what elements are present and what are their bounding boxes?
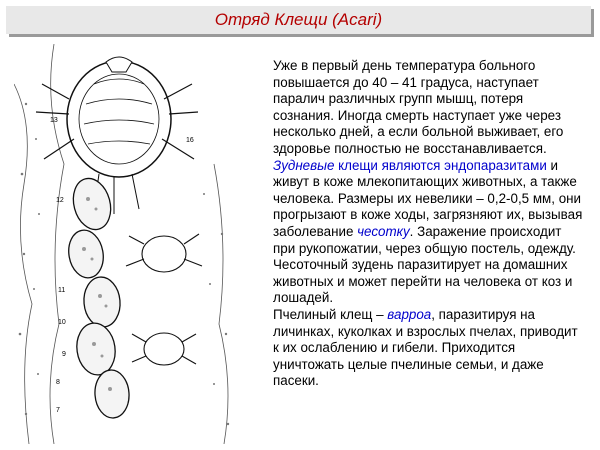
figure-label: 9 — [62, 351, 66, 358]
body-text — [251, 58, 586, 390]
bee-mite-text-b: , паразитируя на личинках, куколках и взрослых пчелах, приводит к их ослаблению и гибели. Приходится уничтожать целые пчелиные семьи, и даже пасеки. — [273, 306, 578, 389]
figure-label: 11 — [58, 287, 66, 294]
scabies-text-b: . Заражение происходит при рукопожатии, через общую постель, одежду. Чесоточный зудень паразитирует на домашних животных и может перейти на человека от коз и лошадей. — [273, 223, 576, 306]
paragraph-bee-mite — [251, 307, 586, 390]
endoparasite-phrase: клещи являются эндопаразитами — [334, 157, 547, 173]
scabies-text-a: и живут в коже млекопитающих животных, а также человека. Размеры их невелики – 0,2-0,5 мм, они прогрызают в коже ходы, загрязняют их, вызывая заболевание — [273, 157, 583, 239]
term-scabies: чесотку — [357, 223, 410, 239]
mite-body — [36, 57, 198, 214]
figure-label: 16 — [186, 137, 194, 144]
figure-label: 8 — [56, 379, 60, 386]
bee-mite-text-a: Пчелиный клещ – — [273, 306, 388, 322]
term-varroa: варроа — [387, 306, 432, 322]
mite-larva — [126, 234, 202, 365]
paragraph-scabies-mite — [251, 158, 586, 307]
figure-label: 12 — [56, 197, 64, 204]
mite-burrow-illustration — [14, 44, 240, 444]
mite-eggs — [65, 174, 131, 419]
figure-label: 7 — [56, 407, 60, 414]
paragraph-symptoms: Уже в первый день температура больного повышается до 40 – 41 градуса, наступает паралич различных групп мышц, потеря сознания. Иногда смерть наступает уже через несколько дней, а если больной выживает, его здоровье полностью не восстанавливается. — [273, 58, 564, 156]
figure-label: 10 — [58, 319, 66, 326]
slide-title: Отряд Клещи (Acari) — [214, 10, 383, 29]
term-itch-mites: Зудневые — [273, 157, 335, 173]
slide-title-bar — [6, 6, 591, 34]
figure-label: 13 — [50, 117, 58, 124]
